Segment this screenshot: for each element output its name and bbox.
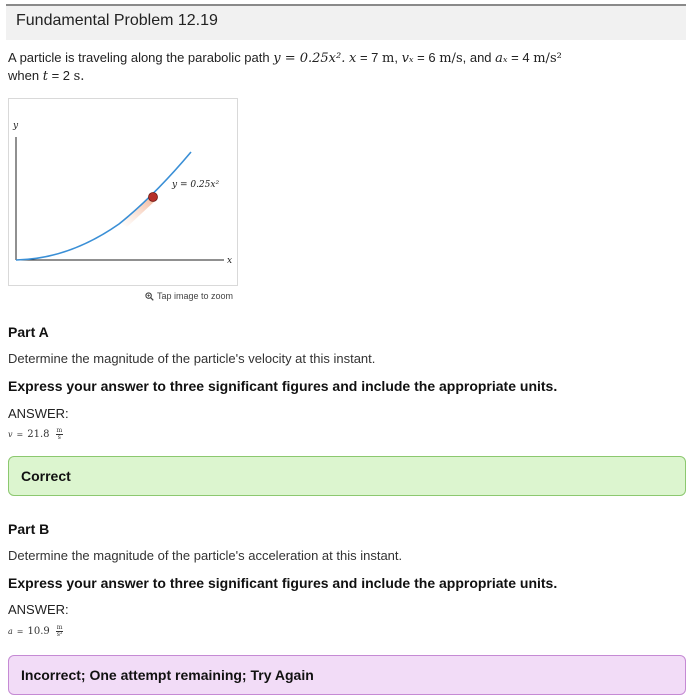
- t-value: = 2: [51, 68, 70, 83]
- part-a-title: Part A: [8, 324, 49, 340]
- part-b-title: Part B: [8, 521, 50, 537]
- zoom-hint-text: Tap image to zoom: [157, 291, 234, 301]
- zoom-icon: [145, 292, 154, 301]
- part-b-answer-equals: =: [16, 627, 24, 636]
- parabola-diagram: [9, 99, 237, 285]
- x-symbol: x: [348, 51, 357, 66]
- part-a-answer-label: ANSWER:: [8, 406, 69, 421]
- problem-header: [6, 4, 686, 40]
- y-axis-label: y: [13, 121, 19, 131]
- part-a-feedback: [8, 456, 686, 496]
- part-b-answer-symbol: a: [8, 627, 13, 636]
- vx-unit: m/s: [439, 51, 463, 66]
- part-a-instruction: Express your answer to three significant figures and include the appropriate units.: [8, 378, 558, 394]
- vx-symbol: vₓ: [401, 51, 414, 66]
- part-b-unit-denominator: s²: [56, 631, 63, 638]
- particle-marker: [149, 193, 158, 202]
- t-unit: s.: [73, 69, 85, 84]
- parabola-curve: [16, 152, 191, 260]
- x-unit: m: [382, 51, 395, 66]
- x-axis-label: x: [227, 256, 233, 266]
- part-b-question: Determine the magnitude of the particle's acceleration at this instant.: [8, 548, 403, 563]
- ax-unit: m/s²: [533, 51, 562, 66]
- part-b-answer-label: ANSWER:: [8, 602, 69, 617]
- part-a-answer-value: 21.8: [27, 429, 50, 440]
- part-a-answer[interactable]: [8, 428, 63, 441]
- ax-value: = 4: [511, 50, 530, 65]
- part-a-unit-numerator: m: [56, 427, 63, 434]
- part-b-answer-unit: [56, 625, 64, 638]
- part-b-feedback-text: Incorrect; One attempt remaining; Try Again: [21, 667, 314, 683]
- ax-symbol: aₓ: [495, 51, 508, 66]
- x-value: = 7: [359, 50, 379, 65]
- part-a-answer-unit: [56, 428, 64, 441]
- part-b-instruction: Express your answer to three significant figures and include the appropriate units.: [8, 575, 558, 591]
- and-text: , and: [462, 50, 492, 65]
- problem-figure[interactable]: [8, 98, 238, 286]
- t-symbol: t: [42, 69, 48, 84]
- part-a-answer-symbol: v: [8, 430, 13, 439]
- problem-statement: A particle is traveling along the parabolic path y = 0.25x². x = 7 m, vₓ = 6 m/s, and aₓ = 4 m/s² when t = 2 s.: [8, 50, 562, 84]
- tap-to-zoom[interactable]: [145, 291, 233, 301]
- curve-label: y = 0.25x²: [172, 180, 220, 190]
- part-b-feedback: [8, 655, 686, 695]
- problem-intro: A particle is traveling along the parabolic path: [8, 50, 270, 65]
- path-equation: y = 0.25x².: [273, 51, 346, 66]
- part-a-unit-denominator: s: [57, 434, 61, 441]
- part-b-answer[interactable]: [8, 625, 63, 638]
- part-a-feedback-text: Correct: [21, 468, 71, 484]
- page-title: Fundamental Problem 12.19: [16, 12, 218, 29]
- part-a-answer-equals: =: [16, 430, 24, 439]
- part-b-unit-numerator: m: [56, 624, 63, 631]
- part-a-question: Determine the magnitude of the particle's velocity at this instant.: [8, 351, 376, 366]
- part-b-answer-value: 10.9: [27, 626, 50, 637]
- vx-value: = 6: [417, 50, 436, 65]
- when-text: when: [8, 68, 40, 83]
